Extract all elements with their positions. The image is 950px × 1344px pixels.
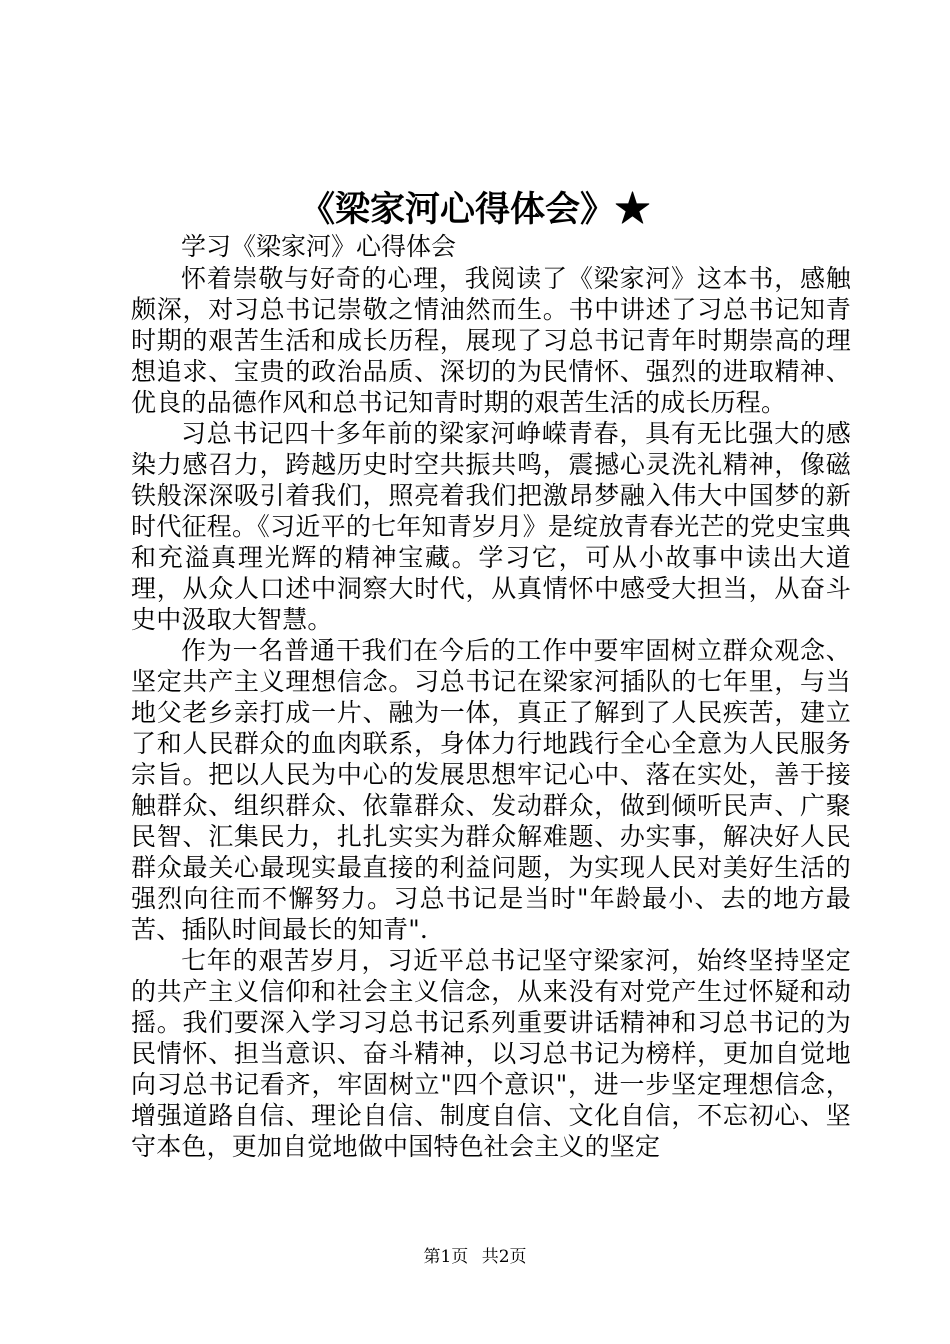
document-body: [131, 231, 851, 1162]
document-title: 《梁家河心得体会》★: [299, 189, 650, 230]
document-subheading: 学习《梁家河》心得体会: [181, 232, 457, 261]
page-footer: [0, 1246, 950, 1268]
paragraph-4: 七年的艰苦岁月，习近平总书记坚守梁家河，始终坚持坚定的共产主义信仰和社会主义信念，从来没有对党产生过怀疑和动摇。我们要深入学习习总书记系列重要讲话精神和习总书记的为民情怀、担当意识、奋斗精神，以习总书记为榜样，更加自觉地向习总书记看齐，牢固树立"四个意识"，进一步坚定理想信念，增强道路自信、理论自信、制度自信、文化自信，不忘初心、坚守本色，更加自觉地做中国特色社会主义的坚定: [131, 946, 851, 1161]
paragraph-3: 作为一名普通干我们在今后的工作中要牢固树立群众观念、坚定共产主义理想信念。习总书记在梁家河插队的七年里，与当地父老乡亲打成一片、融为一体，真正了解到了人民疾苦，建立了和人民群众的血肉联系，身体力行地践行全心全意为人民服务宗旨。把以人民为中心的发展思想牢记心中、落在实处，善于接触群众、组织群众、依靠群众、发动群众，做到倾听民声、广聚民智、汇集民力，扎扎实实为群众解难题、办实事，解决好人民群众最关心最现实最直接的利益问题，为实现人民对美好生活的强烈向往而不懈努力。习总书记是当时"年龄最小、去的地方最苦、插队时间最长的知青".: [131, 636, 851, 944]
current-page-number: 第1页: [423, 1247, 469, 1267]
paragraph-1: 怀着崇敬与好奇的心理，我阅读了《梁家河》这本书，感触颇深，对习总书记崇敬之情油然而生。书中讲述了习总书记知青时期的艰苦生活和成长历程，展现了习总书记青年时期崇高的理想追求、宝贵的政治品质、深切的为民情怀、强烈的进取精神、优良的品德作风和总书记知青时期的艰苦生活的成长历程。: [131, 264, 851, 417]
total-page-count: 共2页: [481, 1247, 527, 1267]
paragraph-2: 习总书记四十多年前的梁家河峥嵘青春，具有无比强大的感染力感召力，跨越历史时空共振共鸣，震撼心灵洗礼精神，像磁铁般深深吸引着我们，照亮着我们把激昂梦融入伟大中国梦的新时代征程。《习近平的七年知青岁月》是绽放青春光芒的党史宝典和充溢真理光辉的精神宝藏。学习它，可从小故事中读出大道理，从众人口述中洞察大时代，从真情怀中感受大担当，从奋斗史中汲取大智慧。: [131, 419, 851, 634]
